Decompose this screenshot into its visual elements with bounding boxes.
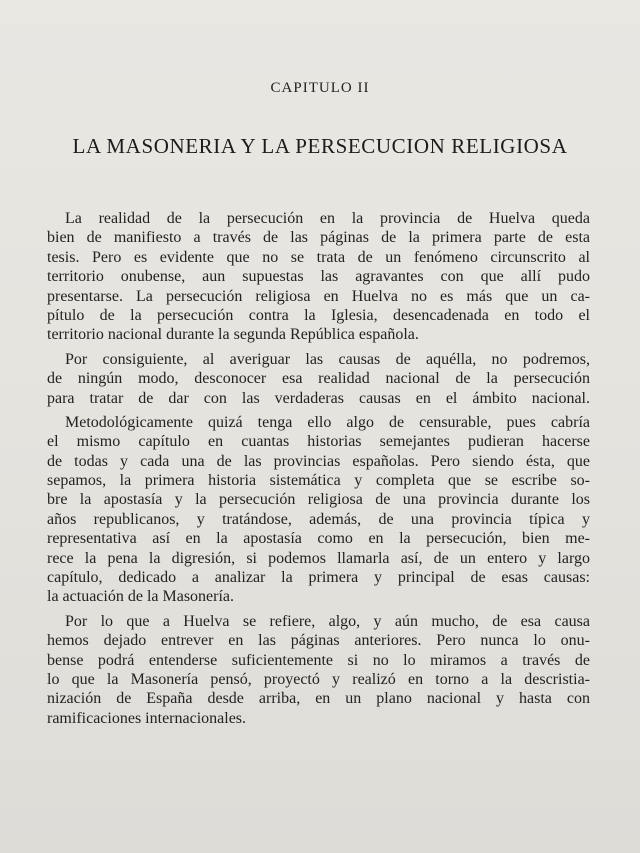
text-line: territorio nacional durante la segunda República española. bbox=[47, 326, 419, 344]
paragraph bbox=[47, 612, 590, 728]
text-line: la actuación de la Masonería. bbox=[47, 588, 235, 606]
paragraph bbox=[47, 350, 590, 408]
text-line: ramificaciones internacionales. bbox=[47, 709, 247, 727]
text-line: de ningún modo, desconocer esa realidad nacional de la persecución bbox=[47, 370, 590, 388]
text-line: presentarse. La persecución religiosa en Huelva no es más que un ca- bbox=[47, 287, 590, 305]
text-line: Por consiguiente, al averiguar las causas de aquélla, no podremos, bbox=[65, 350, 590, 368]
text-line: bre la apostasía y la persecución religiosa de una provincia durante los bbox=[47, 491, 590, 509]
text-line: tesis. Pero es evidente que no se trata de un fenómeno circunscrito al bbox=[47, 248, 590, 266]
paragraph bbox=[47, 209, 590, 345]
chapter-number: CAPITULO II bbox=[270, 80, 370, 96]
text-line: hemos dejado entrever en las páginas anteriores. Pero nunca lo onu- bbox=[47, 632, 590, 650]
text-line: sepamos, la primera historia sistemática y completa que se escribe so- bbox=[47, 472, 590, 490]
text-line: capítulo, dedicado a analizar la primera y principal de esas causas: bbox=[47, 569, 590, 587]
text-line: Metodológicamente quizá tenga ello algo de censurable, pues cabría bbox=[65, 413, 590, 431]
text-line: años republicanos, y tratándose, además, de una provincia típica y bbox=[47, 510, 590, 528]
text-line: bense podrá entenderse suficientemente si no lo miramos a través de bbox=[47, 651, 590, 669]
text-line: nización de España desde arriba, en un plano nacional y hasta con bbox=[47, 690, 590, 708]
text-line: representativa así en la apostasía como en la persecución, bien me- bbox=[47, 530, 590, 548]
text-line: territorio onubense, aun supuestas las agravantes con que allí pudo bbox=[47, 268, 590, 286]
body-text bbox=[47, 209, 590, 733]
text-line: bien de manifiesto a través de las páginas de la primera parte de esta bbox=[47, 229, 590, 247]
text-line: para tratar de dar con las verdaderas causas en el ámbito nacional. bbox=[47, 389, 590, 407]
text-line: La realidad de la persecución en la provincia de Huelva queda bbox=[65, 210, 590, 227]
text-line: rece la pena la digresión, si podemos llamarla así, de un entero y largo bbox=[47, 549, 590, 567]
text-line: de todas y cada una de las provincias españolas. Pero siendo ésta, que bbox=[47, 452, 590, 470]
text-line: pítulo de la persecución contra la Iglesia, desencadenada en todo el bbox=[47, 306, 590, 324]
text-line: lo que la Masonería pensó, proyectó y realizó en torno a la descristia- bbox=[47, 670, 590, 688]
text-line: el mismo capítulo en cuantas historias semejantes pudieran hacerse bbox=[47, 433, 590, 451]
chapter-title: LA MASONERIA Y LA PERSECUCION RELIGIOSA bbox=[72, 134, 568, 158]
paragraph bbox=[47, 413, 590, 607]
text-line: Por lo que a Huelva se refiere, algo, y aún mucho, de esa causa bbox=[65, 612, 590, 630]
